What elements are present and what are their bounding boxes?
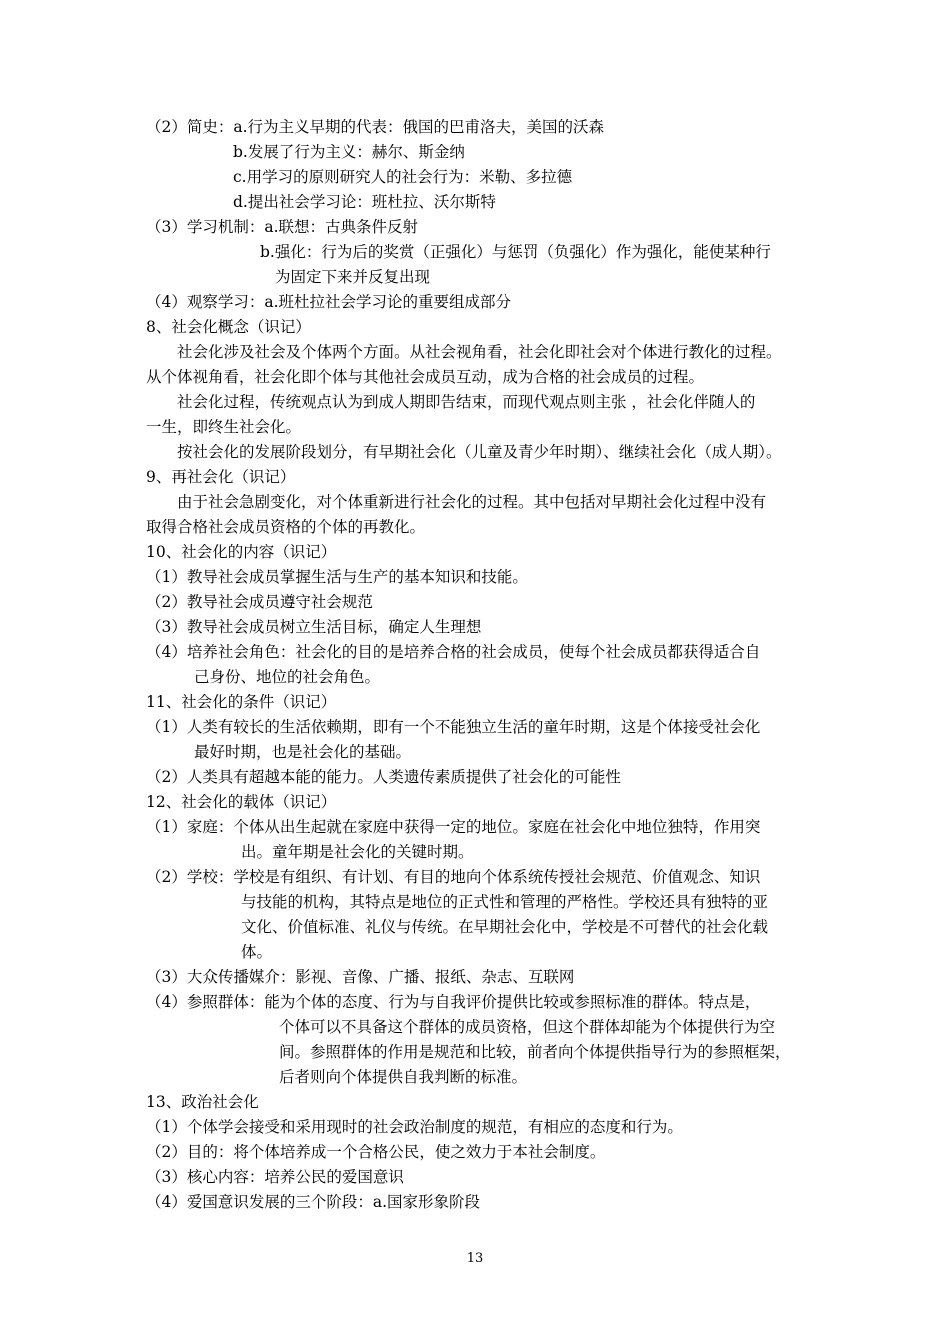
text-line: 一生，即终生社会化。	[146, 418, 302, 436]
text-line: 社会化涉及社会及个体两个方面。从社会视角看，社会化即社会对个体进行教化的过程。	[177, 343, 782, 361]
text-line: （2）目的：将个体培养成一个合格公民，使之效力于本社会制度。	[146, 1143, 606, 1161]
text-line: b.发展了行为主义：赫尔、斯金纳	[233, 143, 465, 161]
section-heading: 8、社会化概念（识记）	[146, 318, 311, 336]
text-line: （2）学校：学校是有组织、有计划、有目的地向个体系统传授社会规范、价值观念、知识	[146, 868, 761, 886]
text-line: 由于社会急剧变化，对个体重新进行社会化的过程。其中包括对早期社会化过程中没有	[177, 493, 767, 511]
text-line: （2）简史：a.行为主义早期的代表：俄国的巴甫洛夫，美国的沃森	[146, 118, 605, 136]
section-heading: 12、社会化的载体（识记）	[146, 793, 337, 811]
text-line: （3）学习机制：a.联想：古典条件反射	[146, 218, 419, 236]
text-line: （3）大众传播媒介：影视、音像、广播、报纸、杂志、互联网	[146, 968, 575, 986]
text-line: d.提出社会学习论：班杜拉、沃尔斯特	[233, 193, 496, 211]
text-line: 个体可以不具备这个群体的成员资格，但这个群体却能为个体提供行为空	[279, 1018, 776, 1036]
text-line: 取得合格社会成员资格的个体的再教化。	[146, 518, 426, 536]
text-line: （3）教导社会成员树立生活目标，确定人生理想	[146, 618, 482, 636]
text-line: （4）观察学习：a.班杜拉社会学习论的重要组成部分	[146, 293, 512, 311]
text-line: （1）教导社会成员掌握生活与生产的基本知识和技能。	[146, 568, 528, 586]
text-line: 从个体视角看，社会化即个体与其他社会成员互动，成为合格的社会成员的过程。	[146, 368, 705, 386]
text-line: （4）爱国意识发展的三个阶段：a.国家形象阶段	[146, 1193, 481, 1211]
text-line: 社会化过程，传统观点认为到成人期即告结束，而现代观点则主张 ，社会化伴随人的	[177, 393, 756, 411]
text-line: b.强化：行为后的奖赏（正强化）与惩罚（负强化）作为强化，能使某种行	[260, 243, 771, 261]
text-line: 最好时期，也是社会化的基础。	[194, 743, 412, 761]
text-line: 为固定下来并反复出现	[275, 268, 431, 286]
text-line: 间。参照群体的作用是规范和比较，前者向个体提供指导行为的参照框架，	[279, 1043, 791, 1061]
text-line: （3）核心内容：培养公民的爱国意识	[146, 1168, 404, 1186]
text-line: （4）参照群体：能为个体的态度、行为与自我评价提供比较或参照标准的群体。特点是，	[146, 993, 761, 1011]
text-line: 出。童年期是社会化的关键时期。	[241, 843, 474, 861]
text-line: （4）培养社会角色：社会化的目的是培养合格的社会成员，使每个社会成员都获得适合自	[146, 643, 761, 661]
text-line: （1）家庭：个体从出生起就在家庭中获得一定的地位。家庭在社会化中地位独特，作用突	[146, 818, 761, 836]
text-line: （1）个体学会接受和采用现时的社会政治制度的规范，有相应的态度和行为。	[146, 1118, 683, 1136]
text-line: （2）教导社会成员遵守社会规范	[146, 593, 373, 611]
text-line: 体。	[241, 943, 273, 961]
text-line: 己身份、地位的社会角色。	[194, 668, 381, 686]
text-line: （2）人类具有超越本能的能力。人类遗传素质提供了社会化的可能性	[146, 768, 621, 786]
text-line: 后者则向个体提供自我判断的标准。	[279, 1068, 528, 1086]
section-heading: 10、社会化的内容（识记）	[146, 543, 337, 561]
text-line: c.用学习的原则研究人的社会行为：米勒、多拉德	[233, 168, 573, 186]
text-line: （1）人类有较长的生活依赖期，即有一个不能独立生活的童年时期，这是个体接受社会化	[146, 718, 761, 736]
section-heading: 11、社会化的条件（识记）	[146, 693, 337, 711]
text-line: 与技能的机构，其特点是地位的正式性和管理的严格性。学校还具有独特的亚	[241, 893, 769, 911]
section-heading: 13、政治社会化	[146, 1093, 259, 1111]
section-heading: 9、再社会化（识记）	[146, 468, 296, 486]
page-number: 13	[466, 1251, 484, 1266]
text-line: 文化、价值标准、礼仪与传统。在早期社会化中，学校是不可替代的社会化载	[241, 918, 769, 936]
text-line: 按社会化的发展阶段划分，有早期社会化（儿童及青少年时期）、继续社会化（成人期）。	[177, 443, 782, 461]
